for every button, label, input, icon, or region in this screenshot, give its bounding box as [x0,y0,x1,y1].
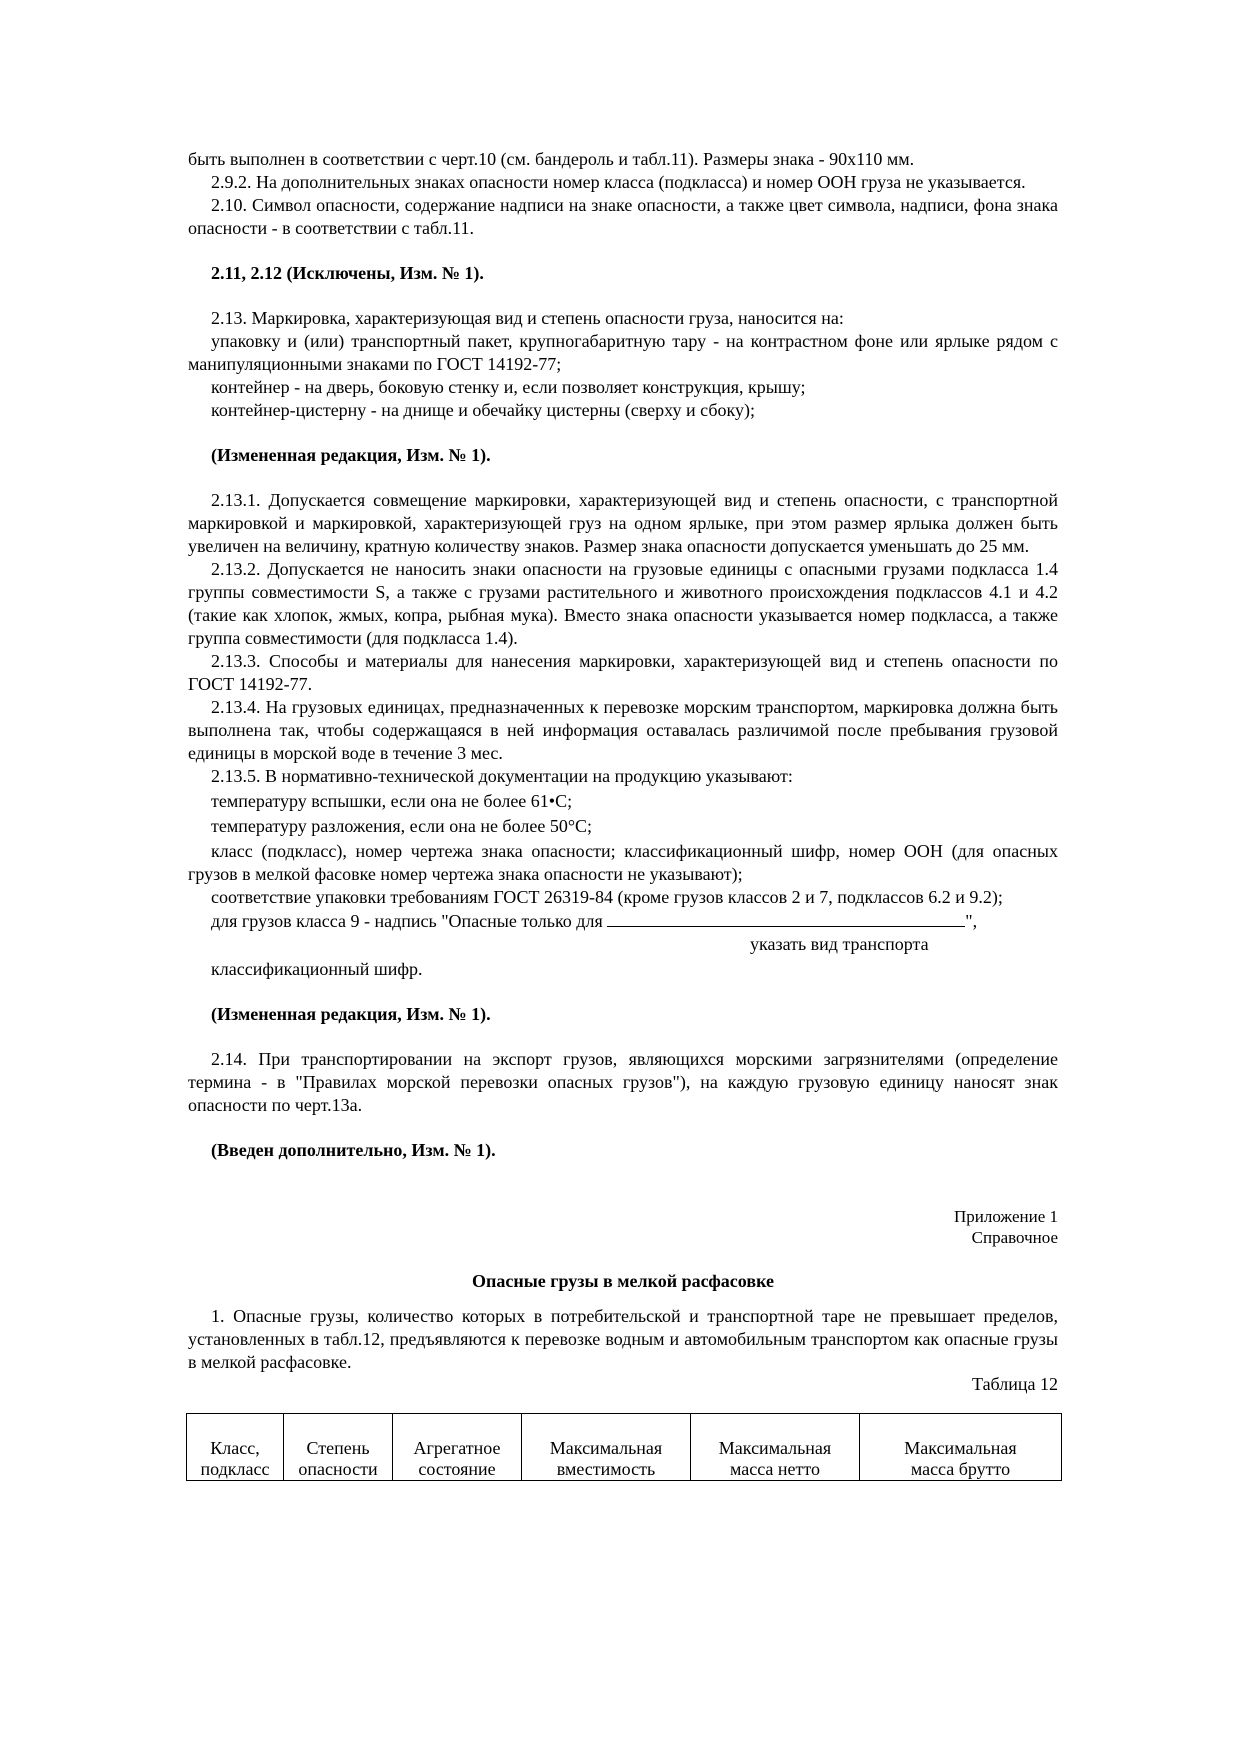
paragraph: 2.14. При транспортировании на экспорт грузов, являющихся морскими загрязнителями (определение термина - в "Правилах морской перевозки опасных грузов"), на каждую грузовую единицу наносят знак опасности по черт.13а. [188,1049,1058,1115]
paragraph: 2.13.4. На грузовых единицах, предназначенных к перевозке морским транспортом, маркировка должна быть выполнена так, чтобы содержащаяся в ней информация оставалась различимой после пребывания грузовой единицы в морской воде в течение 3 мес. [188,697,1058,763]
section-title: Опасные грузы в мелкой расфасовке [472,1271,774,1291]
table-12 [186,1413,1062,1481]
appendix-type: Справочное [971,1228,1058,1247]
paragraph: 2.13.1. Допускается совмещение маркировки, характеризующей вид и степень опасности, с транспортной маркировкой и маркировкой, характеризующей груз на одном ярлыке, при этом размер ярлыка должен быть увеличен на величину, кратную количеству знаков. Размер знака опасности допускается уменьшать до 25 мм. [188,490,1058,556]
fill-in-caption: указать вид транспорта [750,934,929,954]
paragraph: классификационный шифр. [211,959,423,979]
paragraph: класс (подкласс), номер чертежа знака опасности; классификационный шифр, номер ООН (для опасных грузов в мелкой фасовке номер чертежа знака опасности не указывают); [188,841,1058,884]
amendment-note: (Введен дополнительно, Изм. № 1). [211,1140,496,1160]
amendment-note: 2.11, 2.12 (Исключены, Изм. № 1). [211,263,484,283]
document-page [188,148,1058,1481]
paragraph: температуру разложения, если она не более 50°С; [211,816,593,836]
paragraph: 2.13.5. В нормативно-технической документации на продукцию указывают: [211,766,793,786]
table-header-cell: Степень опасности [284,1414,393,1481]
paragraph: соответствие упаковки требованиям ГОСТ 26319-84 (кроме грузов классов 2 и 7, подклассов 6.2 и 9.2); [211,887,1003,907]
paragraph: 2.13.3. Способы и материалы для нанесения маркировки, характеризующей вид и степень опасности по ГОСТ 14192-77. [188,651,1058,694]
amendment-note: (Измененная редакция, Изм. № 1). [211,445,491,465]
paragraph: 1. Опасные грузы, количество которых в потребительской и транспортной таре не превышает пределов, установленных в табл.12, предъявляются к перевозке водным и автомобильным транспортом как опасные грузы в мелкой расфасовке. [188,1306,1058,1372]
table-header-cell: Класс, подкласс [187,1414,284,1481]
table-header-row [187,1414,1062,1481]
paragraph: быть выполнен в соответствии с черт.10 (см. бандероль и табл.11). Размеры знака - 90х110 мм. [188,149,915,169]
paragraph: контейнер-цистерну - на днище и обечайку цистерны (сверху и сбоку); [211,400,755,420]
paragraph: 2.10. Символ опасности, содержание надписи на знаке опасности, а также цвет символа, надписи, фона знака опасности - в соответствии с табл.11. [188,195,1058,238]
paragraph: 2.13. Маркировка, характеризующая вид и степень опасности груза, наносится на: [211,308,844,328]
paragraph: температуру вспышки, если она не более 61•С; [211,791,573,811]
table-header-cell: Максимальная масса нетто [691,1414,860,1481]
fill-in-text-start: для грузов класса 9 - надпись "Опасные только для [211,911,608,931]
table-header-cell: Максимальная вместимость [522,1414,691,1481]
paragraph: упаковку и (или) транспортный пакет, крупногабаритную тару - на контрастном фоне или ярлыке рядом с манипуляционными знаками по ГОСТ 14192-77; [188,331,1058,374]
amendment-note: (Измененная редакция, Изм. № 1). [211,1004,491,1024]
fill-in-text-end: ", [965,911,978,931]
paragraph: контейнер - на дверь, боковую стенку и, если позволяет конструкция, крышу; [211,377,806,397]
paragraph: 2.13.2. Допускается не наносить знаки опасности на грузовые единицы с опасными грузами подкласса 1.4 группы совместимости S, а также с грузами растительного и животного происхождения подклассов 4.1 и 4.2 (такие как хлопок, жмых, копра, рыбная мука). Вместо знака опасности указывается номер подкласса, а также группа совместимости (для подкласса 1.4). [188,559,1058,648]
table-header-cell: Максимальная масса брутто [860,1414,1062,1481]
table-header-cell: Агрегатное состояние [393,1414,522,1481]
fill-in-blank [607,909,965,927]
table-label: Таблица 12 [972,1374,1058,1394]
appendix-label: Приложение 1 [954,1207,1058,1226]
paragraph: 2.9.2. На дополнительных знаках опасности номер класса (подкласса) и номер ООН груза не указывается. [211,172,1026,192]
fill-in-line [188,909,1058,933]
